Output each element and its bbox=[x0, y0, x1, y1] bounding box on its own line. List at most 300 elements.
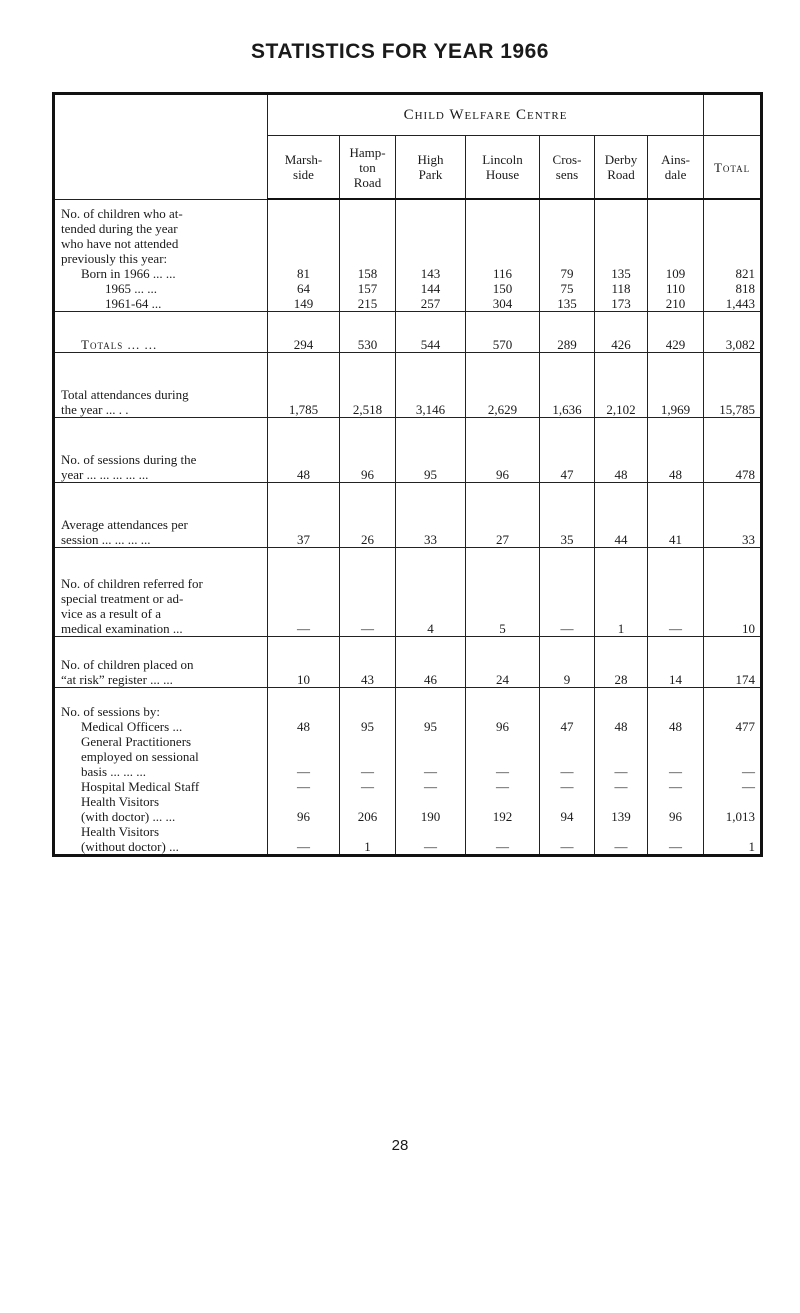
row-label-line: (with doctor) ... ... bbox=[81, 808, 176, 824]
spacer bbox=[599, 704, 643, 719]
row-label bbox=[54, 687, 268, 855]
row-label-line: session ... ... ... ... bbox=[61, 531, 151, 547]
spacer bbox=[272, 221, 335, 236]
value-cell bbox=[466, 547, 540, 636]
value-text: — bbox=[560, 778, 574, 794]
spacer bbox=[344, 236, 391, 251]
spacer bbox=[272, 734, 335, 749]
value-cell bbox=[340, 636, 396, 687]
spacer bbox=[400, 236, 461, 251]
row-label-line: No. of sessions by: bbox=[61, 703, 160, 719]
value-text: 4 bbox=[427, 620, 434, 636]
value-text: 96 bbox=[361, 466, 374, 482]
spacer bbox=[470, 794, 535, 809]
value-cell bbox=[268, 311, 340, 352]
row-label-line: Health Visitors bbox=[81, 823, 160, 839]
attendances-row bbox=[54, 352, 762, 417]
spacer bbox=[344, 704, 391, 719]
value-text: — bbox=[614, 778, 628, 794]
spacer bbox=[708, 206, 755, 221]
row-label-line: vice as a result of a bbox=[61, 605, 161, 621]
spacer bbox=[272, 749, 335, 764]
value-text: 477 bbox=[735, 718, 756, 734]
spacer bbox=[599, 794, 643, 809]
value-cell bbox=[396, 547, 466, 636]
spacer bbox=[470, 221, 535, 236]
spacer bbox=[400, 704, 461, 719]
value-text: 426 bbox=[611, 336, 631, 352]
value-text: 150 bbox=[492, 280, 513, 296]
column-header-line: Park bbox=[418, 167, 443, 182]
value-text: 1,013 bbox=[725, 808, 756, 824]
value-cell bbox=[466, 311, 540, 352]
value-text: 135 bbox=[611, 265, 631, 281]
value-cell bbox=[648, 311, 704, 352]
value-text: 118 bbox=[611, 280, 631, 296]
column-header bbox=[595, 136, 648, 200]
spacer bbox=[470, 236, 535, 251]
value-cell bbox=[340, 482, 396, 547]
value-cell bbox=[466, 352, 540, 417]
value-cell bbox=[340, 352, 396, 417]
row-label-line: year ... ... ... ... ... bbox=[61, 466, 149, 482]
row-label-line: previously this year: bbox=[61, 250, 168, 266]
value-cell bbox=[704, 417, 762, 482]
value-text: 47 bbox=[560, 466, 574, 482]
column-header-line: dale bbox=[664, 167, 687, 182]
value-cell bbox=[466, 417, 540, 482]
column-header-line: Lincoln bbox=[482, 152, 523, 167]
value-text: 110 bbox=[666, 280, 686, 296]
header-blank-total bbox=[704, 94, 762, 136]
referred-row bbox=[54, 547, 762, 636]
spacer bbox=[652, 704, 699, 719]
value-cell bbox=[704, 547, 762, 636]
page-title: STATISTICS FOR YEAR 1966 bbox=[251, 40, 549, 63]
value-cell bbox=[396, 636, 466, 687]
value-text: 48 bbox=[614, 718, 628, 734]
value-text: — bbox=[361, 620, 374, 636]
children-attended-row bbox=[54, 199, 762, 311]
spacer bbox=[544, 251, 590, 266]
value-cell bbox=[648, 352, 704, 417]
value-text: 1 bbox=[748, 838, 756, 854]
value-text: 304 bbox=[492, 295, 513, 311]
average-row bbox=[54, 482, 762, 547]
spacer bbox=[470, 704, 535, 719]
column-header bbox=[648, 136, 704, 200]
value-text: 3,146 bbox=[415, 401, 446, 417]
value-cell bbox=[340, 687, 396, 855]
value-cell bbox=[648, 636, 704, 687]
row-label bbox=[54, 417, 268, 482]
value-text: 429 bbox=[665, 336, 686, 352]
spacer bbox=[599, 749, 643, 764]
value-text: — bbox=[614, 838, 628, 854]
value-text: 149 bbox=[293, 295, 314, 311]
value-text: 5 bbox=[499, 620, 506, 636]
value-text: — bbox=[496, 763, 509, 779]
spacer bbox=[344, 749, 391, 764]
value-cell bbox=[595, 636, 648, 687]
spacer bbox=[652, 206, 699, 221]
value-text: 215 bbox=[357, 295, 378, 311]
spacer bbox=[652, 251, 699, 266]
value-text: 48 bbox=[614, 466, 628, 482]
row-label-line: No. of children placed on bbox=[61, 656, 194, 672]
spacer bbox=[470, 734, 535, 749]
value-cell bbox=[268, 547, 340, 636]
spacer bbox=[470, 251, 535, 266]
value-text: — bbox=[424, 778, 437, 794]
spacer bbox=[400, 734, 461, 749]
row-label-line: General Practitioners bbox=[81, 733, 192, 749]
value-text: 47 bbox=[560, 718, 574, 734]
value-text: 174 bbox=[735, 671, 756, 687]
value-text: 41 bbox=[669, 531, 683, 547]
value-text: — bbox=[560, 620, 574, 636]
spacer bbox=[400, 206, 461, 221]
row-label-line: basis ... ... ... bbox=[81, 763, 146, 779]
value-cell bbox=[396, 687, 466, 855]
value-text: 1 bbox=[617, 620, 625, 636]
value-cell bbox=[595, 547, 648, 636]
spacer bbox=[652, 794, 699, 809]
header-group-row bbox=[54, 94, 762, 136]
row-label-line: special treatment or ad- bbox=[61, 590, 184, 606]
value-text: 157 bbox=[357, 280, 378, 296]
value-text: 96 bbox=[496, 718, 509, 734]
value-text: — bbox=[742, 763, 756, 779]
value-cell bbox=[540, 311, 595, 352]
value-text: 15,785 bbox=[719, 401, 756, 417]
spacer bbox=[708, 734, 755, 749]
value-text: 27 bbox=[496, 531, 509, 547]
value-text: 10 bbox=[742, 620, 756, 636]
spacer bbox=[344, 824, 391, 839]
value-text: — bbox=[669, 838, 683, 854]
value-text: 44 bbox=[614, 531, 628, 547]
row-label-line: Hospital Medical Staff bbox=[81, 778, 200, 794]
column-header-line: Cros- bbox=[552, 152, 582, 167]
value-cell bbox=[396, 417, 466, 482]
row-label-line: No. of children who at- bbox=[61, 205, 183, 221]
row-label-line: the year ... . . bbox=[61, 401, 129, 417]
column-header-line: High bbox=[417, 152, 444, 167]
totals-row bbox=[54, 311, 762, 352]
spacer bbox=[599, 206, 643, 221]
value-text: — bbox=[669, 620, 683, 636]
value-text: — bbox=[361, 778, 374, 794]
spacer bbox=[652, 749, 699, 764]
value-cell bbox=[595, 482, 648, 547]
spacer bbox=[544, 704, 590, 719]
page-number: 28 bbox=[391, 1137, 409, 1154]
column-header bbox=[396, 136, 466, 200]
spacer bbox=[544, 734, 590, 749]
value-text: 33 bbox=[424, 531, 437, 547]
sessions-row bbox=[54, 417, 762, 482]
spacer bbox=[652, 734, 699, 749]
value-text: 143 bbox=[420, 265, 441, 281]
column-header-line: Road bbox=[353, 174, 382, 190]
value-text: 206 bbox=[357, 808, 378, 824]
spacer bbox=[708, 221, 755, 236]
value-text: 95 bbox=[424, 466, 437, 482]
value-text: — bbox=[669, 763, 683, 779]
spacer bbox=[599, 734, 643, 749]
value-cell bbox=[704, 311, 762, 352]
statistics-table bbox=[52, 92, 763, 857]
value-cell bbox=[268, 417, 340, 482]
value-cell bbox=[268, 482, 340, 547]
value-cell bbox=[704, 352, 762, 417]
value-text: 26 bbox=[361, 531, 374, 547]
value-cell bbox=[540, 482, 595, 547]
value-text: 48 bbox=[297, 466, 310, 482]
value-text: 14 bbox=[669, 671, 683, 687]
value-text: 109 bbox=[665, 265, 686, 281]
value-text: 37 bbox=[297, 531, 310, 547]
value-text: — bbox=[424, 838, 437, 854]
row-label-line: Average attendances per bbox=[61, 516, 188, 532]
value-cell bbox=[704, 199, 762, 311]
row-label bbox=[54, 311, 268, 352]
spacer bbox=[599, 824, 643, 839]
spacer bbox=[400, 251, 461, 266]
value-text: 33 bbox=[742, 531, 756, 547]
row-label-line: No. of sessions during the bbox=[61, 451, 197, 467]
value-cell bbox=[268, 199, 340, 311]
row-label bbox=[54, 482, 268, 547]
value-text: 821 bbox=[735, 265, 756, 281]
value-cell bbox=[340, 547, 396, 636]
column-header-line: Total bbox=[713, 159, 751, 175]
column-header-line: ton bbox=[359, 159, 376, 175]
value-cell bbox=[540, 417, 595, 482]
value-text: 79 bbox=[560, 265, 574, 281]
value-text: — bbox=[297, 778, 310, 794]
at-risk-row bbox=[54, 636, 762, 687]
spacer bbox=[400, 794, 461, 809]
spacer bbox=[272, 251, 335, 266]
value-text: 24 bbox=[496, 671, 509, 687]
spacer bbox=[652, 221, 699, 236]
row-label-line: 1961-64 ... bbox=[105, 295, 162, 311]
spacer bbox=[708, 824, 755, 839]
spacer bbox=[708, 704, 755, 719]
value-text: 1,636 bbox=[552, 401, 582, 417]
value-text: 818 bbox=[735, 280, 756, 296]
spacer bbox=[470, 824, 535, 839]
spacer bbox=[708, 749, 755, 764]
value-text: 43 bbox=[361, 671, 374, 687]
value-text: 48 bbox=[669, 718, 683, 734]
value-text: 2,629 bbox=[487, 401, 518, 417]
row-label-line: “at risk” register ... ... bbox=[61, 671, 173, 687]
value-text: 96 bbox=[669, 808, 683, 824]
value-text: 64 bbox=[297, 280, 310, 296]
value-text: 289 bbox=[557, 336, 577, 352]
value-cell bbox=[396, 199, 466, 311]
value-cell bbox=[704, 687, 762, 855]
spacer bbox=[708, 251, 755, 266]
value-cell bbox=[595, 417, 648, 482]
value-text: — bbox=[496, 778, 509, 794]
spacer bbox=[544, 749, 590, 764]
spacer bbox=[708, 236, 755, 251]
row-label-line: 1965 ... ... bbox=[105, 280, 157, 296]
value-cell bbox=[340, 311, 396, 352]
value-text: 1 bbox=[364, 838, 371, 854]
value-cell bbox=[648, 417, 704, 482]
spacer bbox=[272, 704, 335, 719]
header-blank-cell bbox=[54, 94, 268, 200]
value-text: 28 bbox=[614, 671, 628, 687]
value-cell bbox=[540, 636, 595, 687]
spacer bbox=[544, 236, 590, 251]
value-text: 81 bbox=[297, 265, 310, 281]
row-label-line: (without doctor) ... bbox=[81, 838, 179, 854]
value-text: 478 bbox=[735, 466, 756, 482]
value-cell bbox=[540, 547, 595, 636]
value-text: 158 bbox=[357, 265, 378, 281]
column-header-line: sens bbox=[555, 167, 579, 182]
spacer bbox=[599, 251, 643, 266]
value-cell bbox=[648, 547, 704, 636]
spacer bbox=[599, 236, 643, 251]
value-text: 530 bbox=[357, 336, 378, 352]
value-cell bbox=[648, 199, 704, 311]
spacer bbox=[544, 206, 590, 221]
row-label-line: who have not attended bbox=[61, 235, 179, 251]
spacer bbox=[544, 221, 590, 236]
value-cell bbox=[340, 199, 396, 311]
spacer bbox=[708, 794, 755, 809]
column-header-line: Ains- bbox=[661, 152, 690, 167]
value-cell bbox=[466, 636, 540, 687]
value-text: 1,969 bbox=[660, 401, 691, 417]
value-text: — bbox=[560, 838, 574, 854]
value-cell bbox=[340, 417, 396, 482]
row-label-line: Health Visitors bbox=[81, 793, 160, 809]
value-cell bbox=[704, 482, 762, 547]
group-header: Child Welfare Centre bbox=[268, 94, 704, 136]
spacer bbox=[344, 734, 391, 749]
value-cell bbox=[540, 352, 595, 417]
value-text: 9 bbox=[563, 671, 571, 687]
column-header bbox=[704, 136, 762, 200]
value-text: — bbox=[742, 778, 756, 794]
column-header bbox=[466, 136, 540, 200]
row-label-line: Medical Officers ... bbox=[81, 718, 183, 734]
row-label-line: tended during the year bbox=[61, 220, 178, 236]
value-text: 1,443 bbox=[725, 295, 756, 311]
spacer bbox=[272, 794, 335, 809]
spacer bbox=[544, 794, 590, 809]
value-cell bbox=[268, 636, 340, 687]
value-text: 116 bbox=[492, 265, 513, 281]
spacer bbox=[544, 824, 590, 839]
spacer bbox=[652, 236, 699, 251]
value-text: — bbox=[297, 763, 310, 779]
value-text: 2,102 bbox=[606, 401, 636, 417]
value-cell bbox=[595, 352, 648, 417]
value-text: 2,518 bbox=[352, 401, 383, 417]
column-header bbox=[268, 136, 340, 200]
spacer bbox=[599, 221, 643, 236]
value-text: — bbox=[297, 838, 310, 854]
value-text: 46 bbox=[424, 671, 437, 687]
column-header-line: Hamp- bbox=[349, 144, 386, 160]
row-label-line: medical examination ... bbox=[61, 620, 183, 636]
column-header-line: Road bbox=[607, 167, 635, 182]
value-text: 95 bbox=[424, 718, 437, 734]
row-label bbox=[54, 547, 268, 636]
totals-label: Totals ... ... bbox=[81, 336, 158, 352]
value-cell bbox=[595, 311, 648, 352]
sessions-by-row bbox=[54, 687, 762, 855]
value-text: 75 bbox=[560, 280, 574, 296]
value-cell bbox=[540, 687, 595, 855]
value-cell bbox=[396, 311, 466, 352]
value-text: 135 bbox=[557, 295, 577, 311]
spacer bbox=[272, 206, 335, 221]
value-cell bbox=[595, 199, 648, 311]
column-header-line: Derby bbox=[604, 152, 638, 167]
value-text: 10 bbox=[297, 671, 310, 687]
value-cell bbox=[466, 199, 540, 311]
value-text: 173 bbox=[611, 295, 631, 311]
value-text: — bbox=[669, 778, 683, 794]
value-cell bbox=[648, 687, 704, 855]
value-cell bbox=[466, 687, 540, 855]
value-cell bbox=[268, 352, 340, 417]
value-cell bbox=[396, 482, 466, 547]
spacer bbox=[400, 749, 461, 764]
row-label-line: employed on sessional bbox=[81, 748, 199, 764]
spacer bbox=[344, 794, 391, 809]
row-label bbox=[54, 199, 268, 311]
value-text: 96 bbox=[297, 808, 310, 824]
value-cell bbox=[704, 636, 762, 687]
value-text: 48 bbox=[669, 466, 683, 482]
spacer bbox=[272, 236, 335, 251]
spacer bbox=[652, 824, 699, 839]
value-cell bbox=[268, 687, 340, 855]
spacer bbox=[470, 206, 535, 221]
value-cell bbox=[540, 199, 595, 311]
column-header-line: side bbox=[293, 167, 314, 182]
value-text: 570 bbox=[492, 336, 513, 352]
row-label bbox=[54, 636, 268, 687]
spacer bbox=[400, 221, 461, 236]
spacer bbox=[272, 824, 335, 839]
value-text: 3,082 bbox=[725, 336, 756, 352]
spacer bbox=[344, 251, 391, 266]
spacer bbox=[344, 206, 391, 221]
spacer bbox=[400, 824, 461, 839]
value-text: — bbox=[424, 763, 437, 779]
value-text: 1,785 bbox=[288, 401, 319, 417]
row-label-line: Born in 1966 ... ... bbox=[81, 265, 176, 281]
row-label bbox=[54, 352, 268, 417]
value-text: 95 bbox=[361, 718, 374, 734]
spacer bbox=[344, 221, 391, 236]
value-text: — bbox=[560, 763, 574, 779]
value-text: 257 bbox=[420, 295, 441, 311]
column-header-line: Marsh- bbox=[284, 152, 323, 167]
